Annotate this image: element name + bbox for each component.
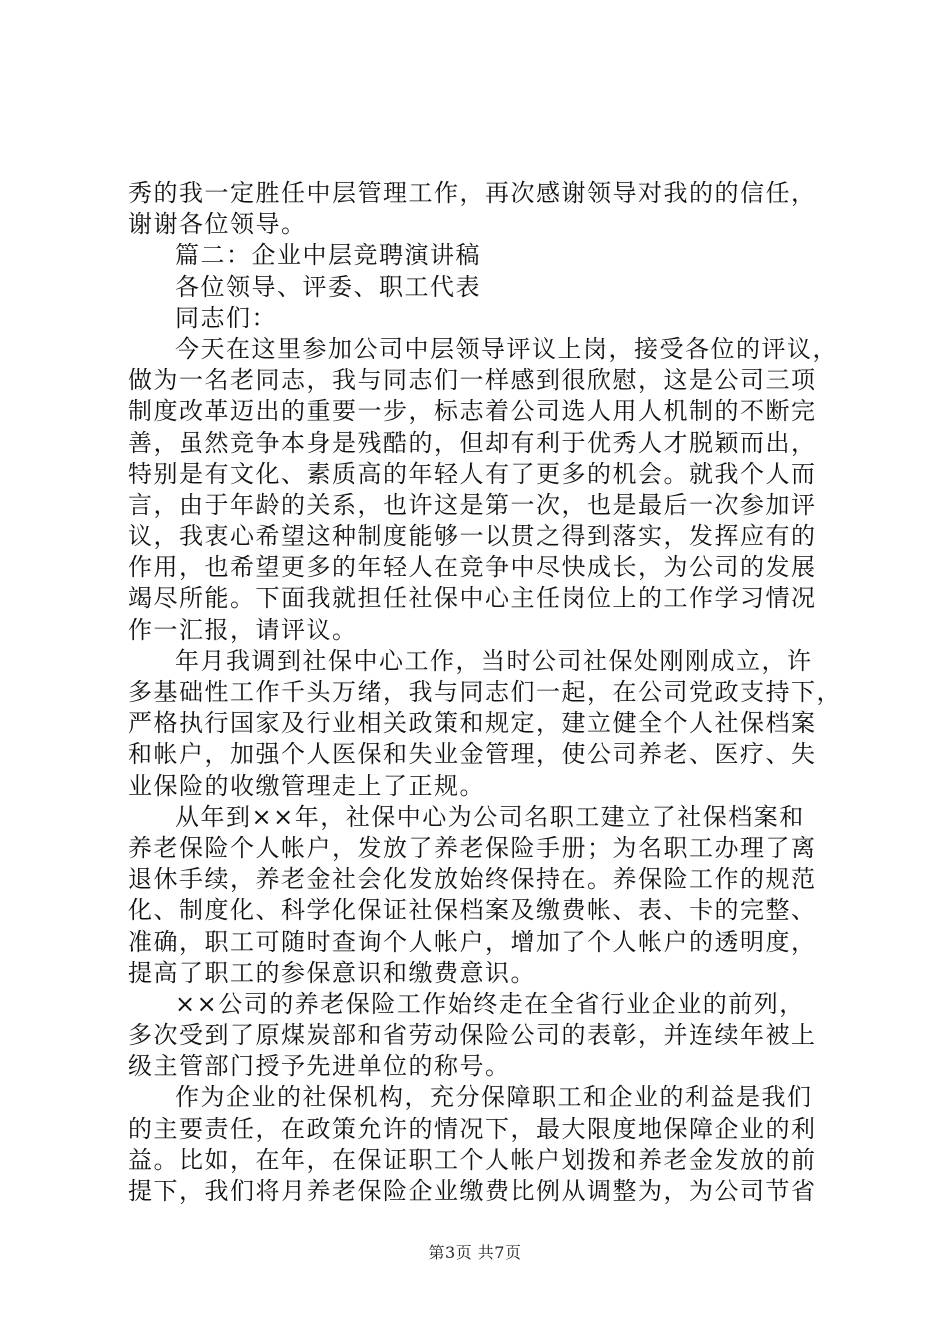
text-line: 言，由于年龄的关系，也许这是第一次，也是最后一次参加评 [128, 490, 817, 519]
text-line: 化、制度化、科学化保证社保档案及缴费帐、表、卡的完整、 [128, 896, 817, 925]
page-footer: 第3页 共7页 [428, 1243, 522, 1262]
text-line: 多次受到了原煤炭部和省劳动保险公司的表彰，并连续年被上 [128, 1021, 817, 1050]
text-line: 做为一名老同志，我与同志们一样感到很欣慰，这是公司三项 [128, 366, 817, 395]
text-line: 作为企业的社保机构，充分保障职工和企业的利益是我们 [175, 1083, 813, 1112]
text-line: 和帐户，加强个人医保和失业金管理，使公司养老、医疗、失 [128, 740, 817, 769]
text-line: 年月我调到社保中心工作，当时公司社保处刚刚成立，许 [175, 646, 813, 675]
text-line: 善，虽然竞争本身是残酷的，但却有利于优秀人才脱颖而出， [128, 428, 817, 457]
text-line: 多基础性工作千头万绪，我与同志们一起，在公司党政支持下， [128, 678, 842, 706]
text-line: 制度改革迈出的重要一步，标志着公司选人用人机制的不断完 [128, 397, 817, 426]
text-line: 各位领导、评委、职工代表 [175, 272, 481, 301]
text-line: 准确，职工可随时查询个人帐户，增加了个人帐户的透明度， [128, 927, 817, 956]
text-line: ××公司的养老保险工作始终走在全省行业企业的前列， [175, 989, 805, 1018]
text-line: 谢谢各位领导。 [128, 210, 307, 239]
text-line: 今天在这里参加公司中层领导评议上岗，接受各位的评议， [175, 334, 838, 363]
text-line: 提下，我们将月养老保险企业缴费比例从调整为，为公司节省 [128, 1177, 817, 1205]
text-line: 作一汇报，请评议。 [128, 615, 358, 644]
text-line: 同志们： [175, 303, 277, 332]
text-line: 的主要责任，在政策允许的情况下，最大限度地保障企业的利 [128, 1114, 817, 1143]
text-line: 严格执行国家及行业相关政策和规定，建立健全个人社保档案 [128, 709, 817, 738]
text-line: 议，我衷心希望这种制度能够一以贯之得到落实，发挥应有的 [128, 522, 817, 551]
document-body [128, 178, 848, 1207]
text-line: 提高了职工的参保意识和缴费意识。 [128, 958, 536, 987]
text-line: 篇二：企业中层竞聘演讲稿 [175, 241, 481, 270]
text-line: 级主管部门授予先进单位的称号。 [128, 1052, 511, 1081]
text-line: 退休手续，养老金社会化发放始终保持在。养保险工作的规范 [128, 865, 817, 894]
text-line: 秀的我一定胜任中层管理工作，再次感谢领导对我的的信任， [128, 179, 817, 207]
text-line: 作用，也希望更多的年轻人在竞争中尽快成长，为公司的发展 [128, 553, 817, 582]
text-line: 竭尽所能。下面我就担任社保中心主任岗位上的工作学习情况 [128, 584, 817, 613]
text-line: 特别是有文化、素质高的年轻人有了更多的机会。就我个人而 [128, 459, 817, 488]
text-line: 从年到××年，社保中心为公司名职工建立了社保档案和 [175, 802, 805, 831]
text-line: 养老保险个人帐户，发放了养老保险手册；为名职工办理了离 [128, 833, 817, 862]
text-line: 益。比如，在年，在保证职工个人帐户划拨和养老金发放的前 [128, 1145, 817, 1174]
text-line: 业保险的收缴管理走上了正规。 [128, 771, 485, 800]
